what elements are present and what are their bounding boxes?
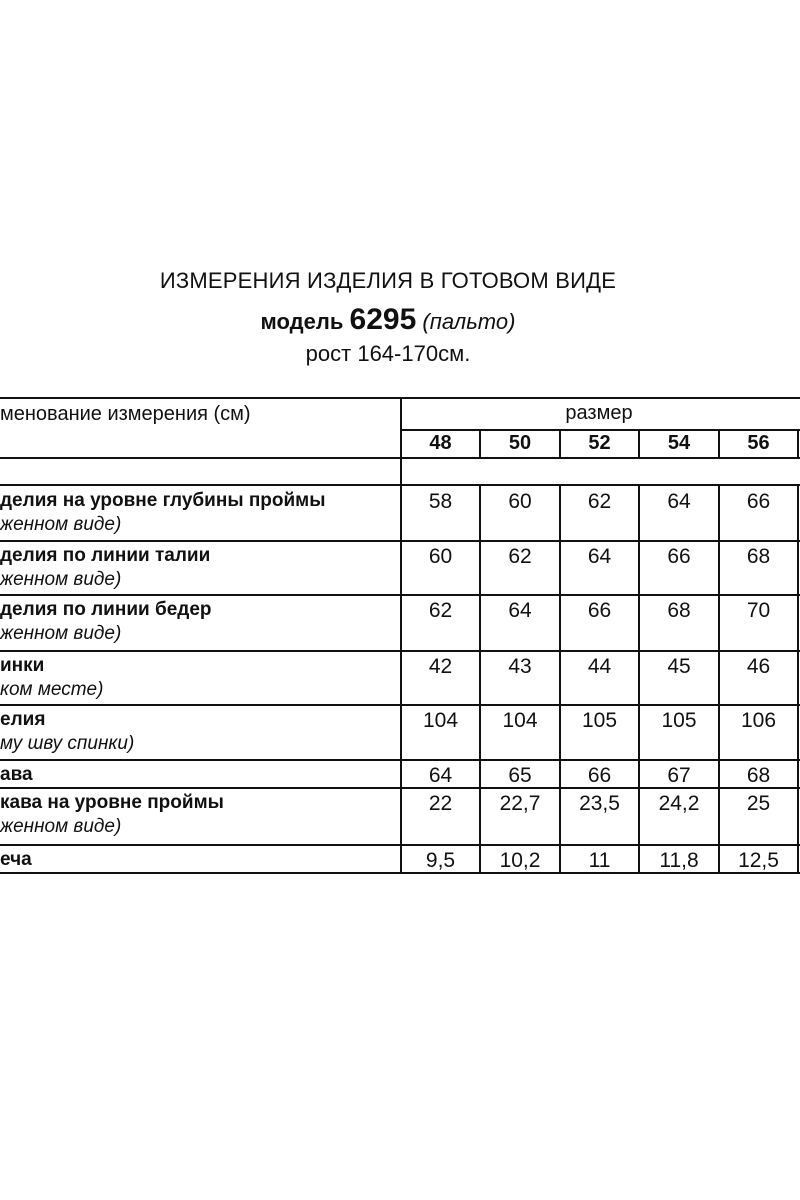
measurement-value: 62 xyxy=(428,599,453,622)
measurement-name xyxy=(0,792,396,838)
model-number: 6295 xyxy=(349,303,417,336)
model-line xyxy=(0,303,776,337)
measurement-value: 105 xyxy=(581,709,618,732)
measurement-title: ава xyxy=(0,764,33,785)
measurement-note: ком месте) xyxy=(0,679,104,700)
measurement-value: 22 xyxy=(428,792,453,815)
measurement-name xyxy=(0,709,396,755)
measurement-title: кава на уровне проймы xyxy=(0,792,224,813)
name-column-header: менование измерения (см) xyxy=(0,403,251,425)
size-column-header: 50 xyxy=(508,432,532,454)
measurement-value: 11 xyxy=(588,849,611,872)
measurement-note: женном виде) xyxy=(0,514,122,535)
measurement-name xyxy=(0,655,396,701)
measurement-value: 65 xyxy=(508,764,532,787)
measurement-value: 104 xyxy=(422,709,459,732)
measurement-value: 106 xyxy=(740,709,777,732)
measurement-value: 68 xyxy=(667,599,691,622)
measurement-value: 22,7 xyxy=(499,792,541,815)
measurement-value: 46 xyxy=(746,655,771,678)
measurement-value: 64 xyxy=(587,545,612,568)
measurement-title: ечa xyxy=(0,849,32,870)
size-column-divider xyxy=(797,484,799,874)
measurement-title: делия на уровне глубины проймы xyxy=(0,490,326,511)
measurement-value: 64 xyxy=(428,764,453,787)
measurement-value: 66 xyxy=(667,545,691,568)
measurement-value: 67 xyxy=(667,764,691,787)
height-line: рост 164-170см. xyxy=(305,341,471,366)
measurement-value: 11,8 xyxy=(659,849,699,872)
measurement-name xyxy=(0,545,396,591)
measurement-value: 25 xyxy=(746,792,771,815)
size-column-header: 54 xyxy=(667,432,691,454)
measurement-value: 12,5 xyxy=(738,849,779,872)
measurement-title: делия по линии бедер xyxy=(0,599,212,620)
measurement-value: 24,2 xyxy=(658,792,700,815)
measurement-value: 42 xyxy=(428,655,453,678)
size-column-header: 52 xyxy=(588,432,611,454)
measurement-value: 66 xyxy=(746,490,771,513)
measurement-note: женном виде) xyxy=(0,623,122,644)
measurement-value: 68 xyxy=(746,545,771,568)
measurement-title: инки xyxy=(0,655,45,676)
size-group-header: размер xyxy=(565,402,633,424)
measurement-value: 104 xyxy=(502,709,538,732)
size-column-divider xyxy=(797,429,799,457)
size-header-divider xyxy=(400,429,800,431)
measurement-value: 60 xyxy=(428,545,453,568)
measurement-value: 70 xyxy=(746,599,771,622)
measurement-name xyxy=(0,849,396,871)
measurement-value: 64 xyxy=(508,599,532,622)
measurement-value: 9,5 xyxy=(425,849,456,872)
measurement-value: 66 xyxy=(587,764,612,787)
measurement-name xyxy=(0,764,396,786)
model-type: (пальто) xyxy=(422,309,516,334)
size-column-header: 48 xyxy=(429,432,452,454)
measurement-value: 58 xyxy=(428,490,453,513)
measurement-name xyxy=(0,490,396,536)
measurement-note: женном виде) xyxy=(0,569,122,590)
measurement-note: женном виде) xyxy=(0,816,122,837)
header-title: ИЗМЕРЕНИЯ ИЗДЕЛИЯ В ГОТОВОМ ВИДЕ xyxy=(159,268,617,293)
measurement-value: 62 xyxy=(508,545,532,568)
measurement-note: му шву спинки) xyxy=(0,733,135,754)
measurement-value: 60 xyxy=(508,490,532,513)
measurement-title: елия xyxy=(0,709,46,730)
measurement-value: 105 xyxy=(661,709,697,732)
measurement-value: 10,2 xyxy=(499,849,541,872)
measurement-value: 45 xyxy=(667,655,691,678)
measurement-name xyxy=(0,599,396,645)
measurement-value: 64 xyxy=(667,490,691,513)
measurement-value: 43 xyxy=(508,655,532,678)
measurement-value: 23,5 xyxy=(579,792,620,815)
size-column-header: 56 xyxy=(747,432,770,454)
measurement-value: 68 xyxy=(746,764,771,787)
model-label: модель xyxy=(260,309,344,334)
measurement-value: 62 xyxy=(587,490,612,513)
measurement-value: 66 xyxy=(587,599,612,622)
measurement-value: 44 xyxy=(587,655,612,678)
measurement-title: делия по линии талии xyxy=(0,545,211,566)
